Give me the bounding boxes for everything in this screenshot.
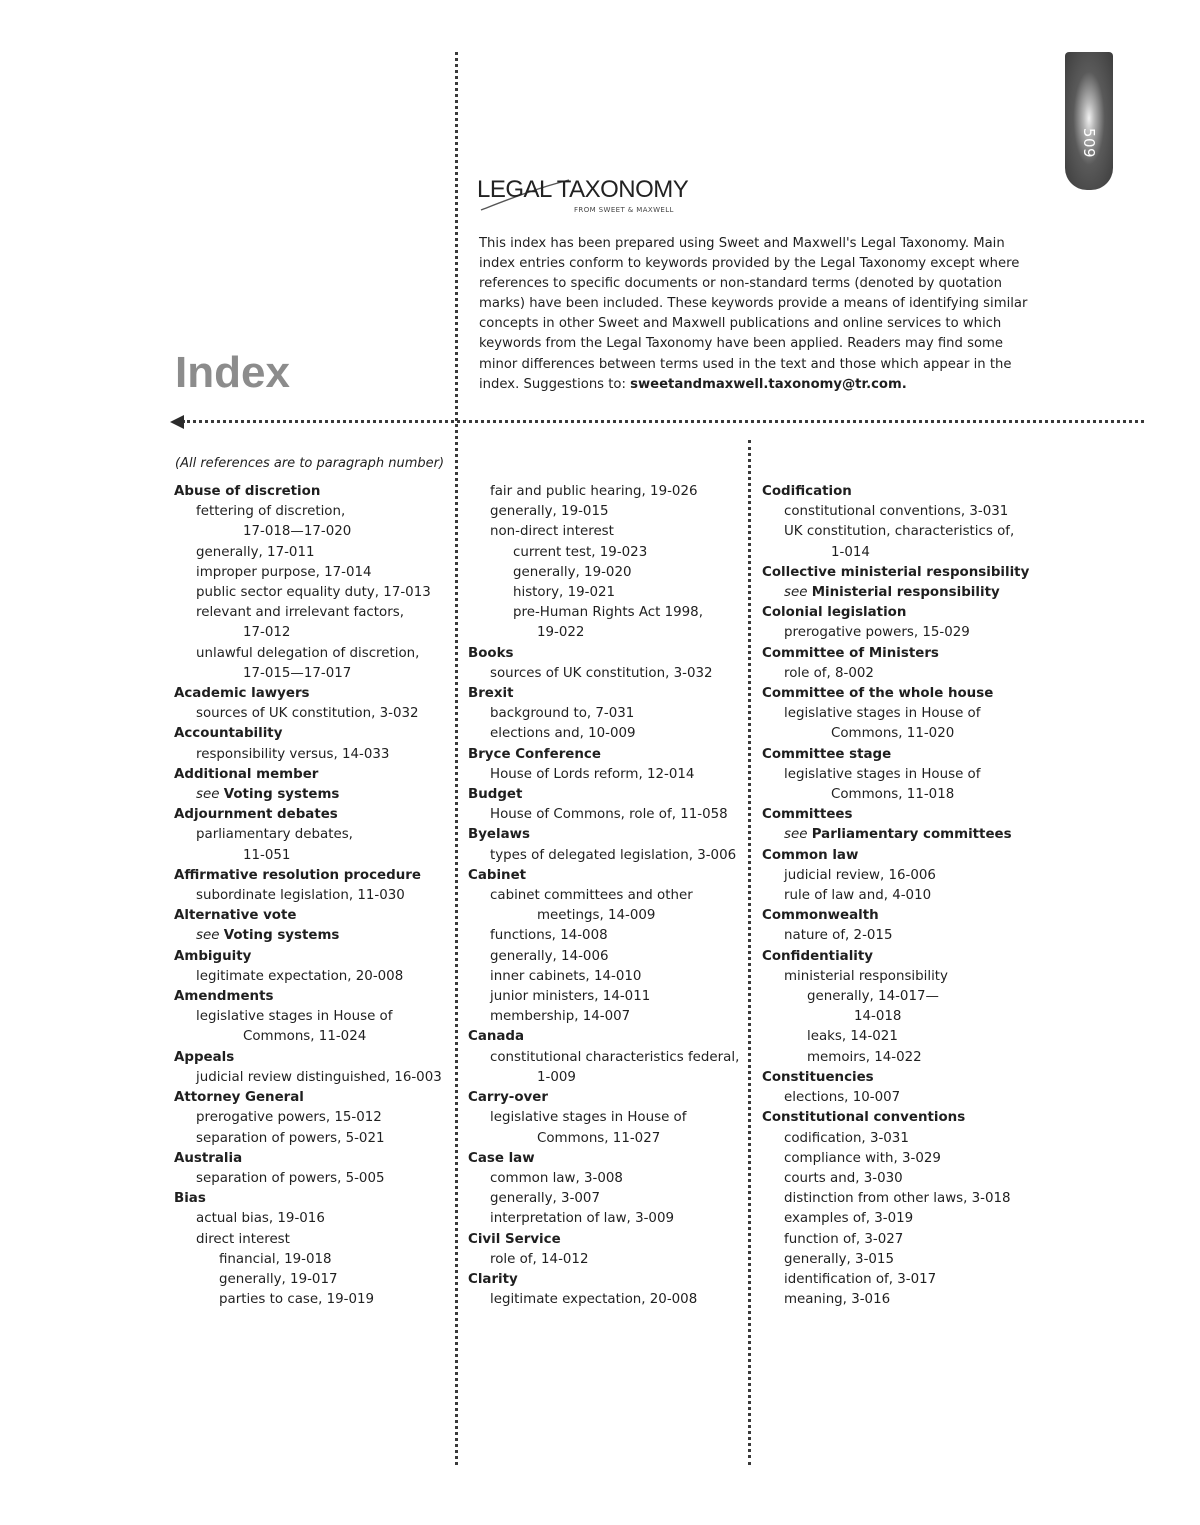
index-heading: Commonwealth <box>762 908 879 924</box>
index-heading: Abuse of discretion <box>174 484 321 499</box>
index-heading: Confidentiality <box>762 948 874 964</box>
index-subentry: legislative stages in House of <box>784 766 981 782</box>
index-subentry: sources of UK constitution, 3-032 <box>490 665 713 681</box>
index-heading: Amendments <box>174 989 274 1005</box>
index-heading: Civil Service <box>468 1231 561 1247</box>
index-subentry: 11-051 <box>243 847 291 863</box>
index-subentry: prerogative powers, 15-012 <box>196 1110 382 1126</box>
index-heading: Budget <box>468 787 523 803</box>
index-heading: Accountability <box>174 726 283 742</box>
index-subentry: role of, 14-012 <box>490 1251 589 1267</box>
intro-email: sweetandmaxwell.taxonomy@tr.com. <box>630 376 907 392</box>
index-subentry: function of, 3-027 <box>784 1231 904 1247</box>
index-subentry: improper purpose, 17-014 <box>196 564 372 580</box>
index-heading: Committees <box>762 807 853 823</box>
index-heading: Books <box>468 645 514 661</box>
logo-wordmark: LEGAL TAXONOMY <box>477 176 689 203</box>
index-subentry: 17-012 <box>243 625 291 641</box>
index-subentry: codification, 3-031 <box>784 1130 909 1146</box>
index-subentry: fair and public hearing, 19-026 <box>490 484 698 499</box>
index-subentry: constitutional conventions, 3-031 <box>784 504 1009 520</box>
index-subentry: current test, 19-023 <box>513 544 648 560</box>
index-subentry: judicial review, 16-006 <box>784 867 936 883</box>
index-heading: Constituencies <box>762 1069 874 1085</box>
index-subentry: public sector equality duty, 17-013 <box>196 585 431 601</box>
arrow-left-icon <box>170 415 184 429</box>
index-heading: Adjournment debates <box>174 807 338 823</box>
index-subentry: responsibility versus, 14-033 <box>196 746 390 762</box>
index-heading: Canada <box>468 1029 525 1045</box>
index-heading: Alternative vote <box>174 908 297 924</box>
index-subentry: subordinate legislation, 11-030 <box>196 888 405 904</box>
index-heading: Collective ministerial responsibility <box>762 564 1030 580</box>
index-cross-reference: see Ministerial responsibility <box>784 585 1000 601</box>
index-subentry: prerogative powers, 15-029 <box>784 625 970 641</box>
index-subentry: generally, 14-017— <box>807 989 939 1005</box>
index-subentry: examples of, 3-019 <box>784 1211 914 1227</box>
index-subentry: nature of, 2-015 <box>784 928 893 944</box>
intro-paragraph <box>479 234 1039 395</box>
index-subentry: Commons, 11-024 <box>243 1029 367 1045</box>
index-subentry: generally, 3-007 <box>490 1191 600 1207</box>
index-heading: Committee of the whole house <box>762 686 994 702</box>
index-subentry: elections, 10-007 <box>784 1090 901 1106</box>
index-subentry: role of, 8-002 <box>784 665 874 681</box>
index-subentry: types of delegated legislation, 3-006 <box>490 847 737 863</box>
index-subentry: parties to case, 19-019 <box>219 1292 375 1308</box>
page-tab <box>1065 52 1113 190</box>
page-title: Index <box>175 348 290 397</box>
index-subentry: identification of, 3-017 <box>784 1271 937 1287</box>
index-heading: Academic lawyers <box>174 686 310 702</box>
index-subentry: meaning, 3-016 <box>784 1292 891 1308</box>
index-subentry: sources of UK constitution, 3-032 <box>196 706 419 722</box>
index-subentry: UK constitution, characteristics of, <box>784 524 1015 540</box>
index-subentry: membership, 14-007 <box>490 1009 631 1025</box>
index-subentry: rule of law and, 4-010 <box>784 888 932 904</box>
index-subentry: generally, 19-017 <box>219 1271 338 1287</box>
index-subentry: junior ministers, 14-011 <box>490 989 651 1005</box>
index-heading: Clarity <box>468 1271 518 1287</box>
index-subentry: common law, 3-008 <box>490 1170 623 1186</box>
index-subentry: legislative stages in House of <box>196 1009 393 1025</box>
index-heading: Additional member <box>174 766 319 782</box>
index-subentry: separation of powers, 5-021 <box>196 1130 385 1146</box>
index-subentry: cabinet committees and other <box>490 888 693 904</box>
index-subentry: ministerial responsibility <box>784 968 948 984</box>
index-subentry: actual bias, 19-016 <box>196 1211 325 1227</box>
vertical-divider-1 <box>455 52 458 1465</box>
intro-text: This index has been prepared using Sweet and Maxwell's Legal Taxonomy. Main index entries conform to keywords provided by the Legal Taxonomy except where references to specific documents or non-standard terms (denoted by quotation marks) have been included. These keywords provide a means of identifying similar concepts in other Sweet and Maxwell publications and online services to which keywords from the Legal Taxonomy have been applied. Readers may find some minor differences between terms used in the text and those which appear in the index. Suggestions to: <box>479 236 1028 392</box>
index-subentry: history, 19-021 <box>513 585 615 601</box>
index-cross-reference: see Voting systems <box>196 928 340 944</box>
index-subentry: interpretation of law, 3-009 <box>490 1211 674 1227</box>
index-heading: Australia <box>174 1150 243 1166</box>
index-subentry: direct interest <box>196 1231 290 1247</box>
index-subentry: generally, 19-015 <box>490 504 609 520</box>
index-subentry: Commons, 11-018 <box>831 787 955 803</box>
index-heading: Committee stage <box>762 746 892 762</box>
index-subentry: fettering of discretion, <box>196 504 346 520</box>
index-subentry: generally, 19-020 <box>513 564 632 580</box>
index-heading: Byelaws <box>468 827 530 843</box>
index-subentry: relevant and irrelevant factors, <box>196 605 404 621</box>
index-subentry: 1-014 <box>831 544 870 560</box>
index-subentry: non-direct interest <box>490 524 614 540</box>
index-column-3 <box>762 482 1029 1310</box>
index-subentry: constitutional characteristics federal, <box>490 1049 740 1065</box>
index-subentry: 14-018 <box>854 1009 902 1025</box>
index-subentry: Commons, 11-027 <box>537 1130 661 1146</box>
index-heading: Brexit <box>468 686 514 702</box>
index-heading: Constitutional conventions <box>762 1110 966 1126</box>
vertical-divider-2 <box>748 440 751 1465</box>
index-column-2 <box>468 482 739 1310</box>
index-heading: Bryce Conference <box>468 746 601 762</box>
index-subentry: 17-015—17-017 <box>243 665 352 681</box>
index-heading: Ambiguity <box>174 948 252 964</box>
index-heading: Common law <box>762 847 859 863</box>
index-subentry: functions, 14-008 <box>490 928 608 944</box>
index-subentry: Commons, 11-020 <box>831 726 955 742</box>
index-subentry: leaks, 14-021 <box>807 1029 898 1045</box>
index-subentry: 17-018—17-020 <box>243 524 352 540</box>
index-heading: Bias <box>174 1191 206 1207</box>
index-heading: Affirmative resolution procedure <box>174 867 421 883</box>
index-cross-reference: see Parliamentary committees <box>784 827 1012 843</box>
index-subentry: elections and, 10-009 <box>490 726 636 742</box>
index-subentry: pre-Human Rights Act 1998, <box>513 605 703 621</box>
index-subentry: legitimate expectation, 20-008 <box>196 968 404 984</box>
index-heading: Colonial legislation <box>762 605 907 621</box>
index-subentry: generally, 3-015 <box>784 1251 894 1267</box>
references-note: (All references are to paragraph number) <box>175 456 445 471</box>
index-heading: Carry-over <box>468 1090 548 1106</box>
index-subentry: unlawful delegation of discretion, <box>196 645 420 661</box>
index-subentry: courts and, 3-030 <box>784 1170 903 1186</box>
index-subentry: inner cabinets, 14-010 <box>490 968 642 984</box>
index-heading: Attorney General <box>174 1090 304 1106</box>
page-number: 509 <box>1080 127 1098 159</box>
index-heading: Cabinet <box>468 867 527 883</box>
index-subentry: financial, 19-018 <box>219 1251 332 1267</box>
index-subentry: House of Commons, role of, 11-058 <box>490 807 728 823</box>
index-subentry: separation of powers, 5-005 <box>196 1170 385 1186</box>
index-heading: Committee of Ministers <box>762 645 939 661</box>
index-subentry: memoirs, 14-022 <box>807 1049 922 1065</box>
index-column-1 <box>174 482 442 1310</box>
index-heading: Appeals <box>174 1049 235 1065</box>
index-subentry: 1-009 <box>537 1069 576 1085</box>
horizontal-divider <box>182 420 1144 423</box>
logo-subtitle: FROM SWEET & MAXWELL <box>574 206 674 214</box>
index-subentry: legitimate expectation, 20-008 <box>490 1292 698 1308</box>
index-subentry: generally, 17-011 <box>196 544 315 560</box>
index-subentry: 19-022 <box>537 625 585 641</box>
index-cross-reference: see Voting systems <box>196 787 340 803</box>
index-subentry: compliance with, 3-029 <box>784 1150 941 1166</box>
index-subentry: generally, 14-006 <box>490 948 609 964</box>
index-subentry: meetings, 14-009 <box>537 908 656 924</box>
index-subentry: judicial review distinguished, 16-003 <box>196 1069 442 1085</box>
index-heading: Codification <box>762 484 852 499</box>
index-subentry: House of Lords reform, 12-014 <box>490 766 695 782</box>
index-subentry: legislative stages in House of <box>784 706 981 722</box>
index-subentry: parliamentary debates, <box>196 827 353 843</box>
index-subentry: legislative stages in House of <box>490 1110 687 1126</box>
index-subentry: background to, 7-031 <box>490 706 635 722</box>
index-subentry: distinction from other laws, 3-018 <box>784 1191 1011 1207</box>
index-heading: Case law <box>468 1150 535 1166</box>
